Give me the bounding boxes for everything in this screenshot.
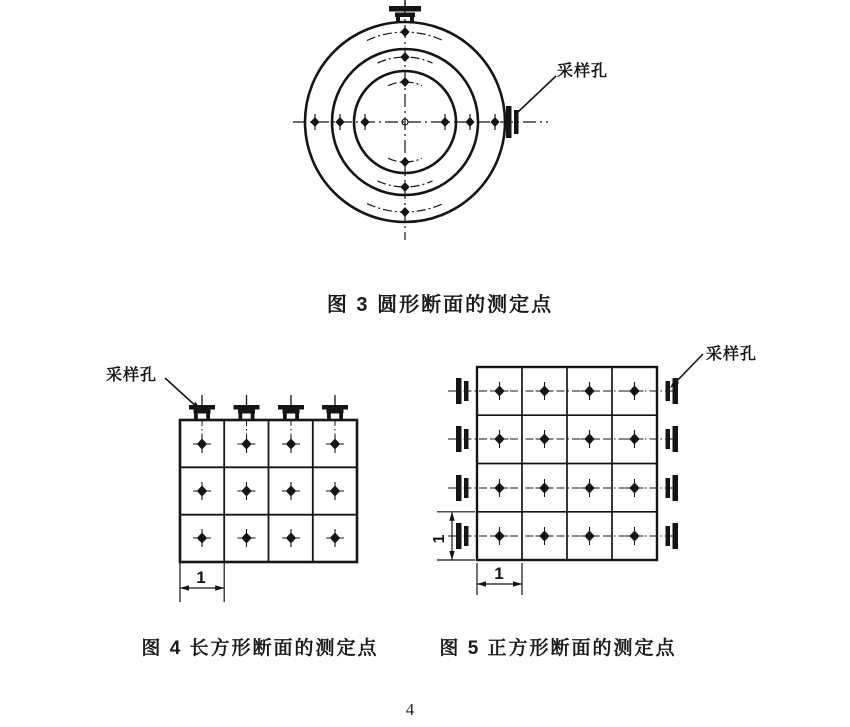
measurement-point (282, 482, 300, 500)
measurement-point (536, 382, 554, 400)
measurement-point (400, 182, 409, 192)
measurement-point (400, 77, 409, 87)
measurement-point (238, 435, 256, 453)
fig3-caption: 图 3 圆形断面的测定点 (326, 294, 554, 316)
fig5-sampling-hole-label: 采样孔 (706, 346, 758, 363)
measurement-point (400, 27, 409, 37)
measurement-point (536, 479, 554, 497)
measurement-point (193, 435, 211, 453)
measurement-point (360, 117, 369, 127)
measurement-point (491, 382, 509, 400)
measurement-point (626, 382, 644, 400)
sampling-port-icon (456, 378, 469, 404)
fig5-dimension-horizontal (477, 563, 522, 595)
measurement-point (326, 482, 344, 500)
measurement-point (581, 479, 599, 497)
page-number: 4 (405, 700, 415, 719)
measurement-point (282, 529, 300, 547)
fig5-dim-width-value: 1 (494, 564, 504, 583)
sampling-port-icon (456, 523, 469, 549)
measurement-point (536, 430, 554, 448)
measurement-point (581, 527, 599, 545)
measurement-point (491, 430, 509, 448)
fig3-sampling-hole-label: 采样孔 (557, 63, 609, 80)
measurement-point (326, 435, 344, 453)
fig5-leader-arrow (668, 354, 703, 390)
measurement-point (400, 207, 409, 217)
sampling-port-icon (456, 475, 469, 501)
measurement-point (626, 430, 644, 448)
measurement-point (193, 529, 211, 547)
fig5-dim-height-value: 1 (431, 534, 448, 544)
measurement-point (490, 117, 499, 127)
sampling-port-icon (456, 426, 469, 452)
measurement-point (440, 117, 449, 127)
measurement-point (335, 117, 344, 127)
fig4-dimension (180, 562, 224, 602)
measurement-point (465, 117, 474, 127)
measurement-point (626, 479, 644, 497)
measurement-point (282, 435, 300, 453)
fig4-leader-arrow (165, 378, 203, 413)
fig4-dim-width-value: 1 (196, 568, 206, 587)
measurement-point (310, 117, 319, 127)
measurement-point (581, 430, 599, 448)
measurement-point (400, 52, 409, 62)
figure-5-square-section-diagram (430, 335, 770, 600)
fig4-caption: 图 4 长方形断面的测定点 (141, 638, 379, 659)
measurement-point (193, 482, 211, 500)
measurement-point (238, 529, 256, 547)
measurement-point (326, 529, 344, 547)
measurement-point (581, 382, 599, 400)
fig5-grid (477, 367, 657, 560)
measurement-point (491, 527, 509, 545)
fig4-sampling-hole-label: 采样孔 (106, 367, 158, 384)
measurement-point (626, 527, 644, 545)
measurement-point (491, 479, 509, 497)
leader-line (518, 76, 556, 112)
figure-3-circular-section-diagram (280, 0, 600, 260)
fig5-caption: 图 5 正方形断面的测定点 (439, 638, 677, 659)
measurement-point (238, 482, 256, 500)
measurement-point (400, 157, 409, 167)
measurement-point (536, 527, 554, 545)
